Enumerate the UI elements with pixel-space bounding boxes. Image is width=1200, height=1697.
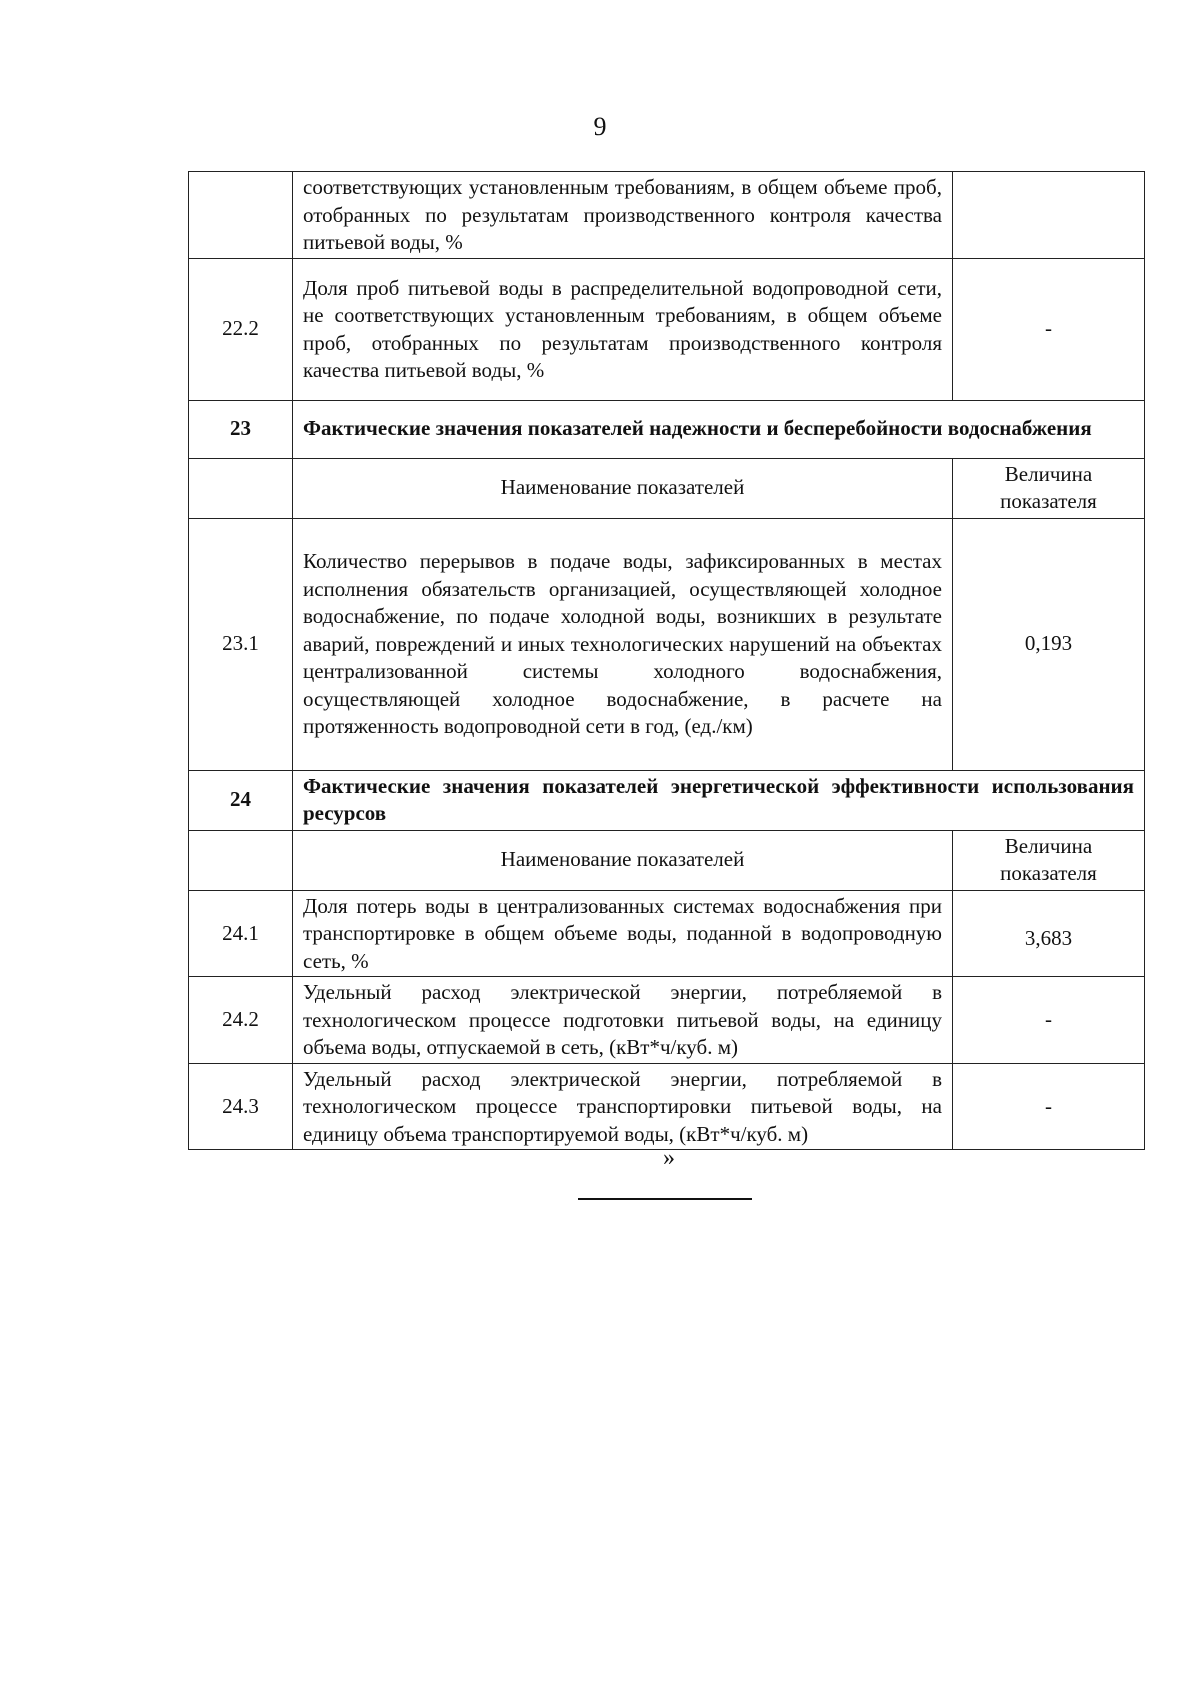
indicator-value: 0,193 (953, 518, 1145, 770)
header-row (189, 830, 1145, 890)
row-number: 23.1 (189, 518, 293, 770)
row-number: 24.2 (189, 977, 293, 1064)
header-name-label: Наименование показателей (293, 458, 953, 518)
indicator-text: Удельный расход электрической энергии, потребляемой в технологическом процессе подготовки питьевой воды, на единицу объема воды, отпускаемой в сеть, (кВт*ч/куб. м) (293, 977, 953, 1064)
row-number: 24.1 (189, 890, 293, 977)
header-empty-cell (189, 458, 293, 518)
section-title: Фактические значения показателей энергетической эффективности использования ресурсов (293, 770, 1145, 830)
row-number: 24.3 (189, 1063, 293, 1150)
indicator-value: 3,683 (953, 890, 1145, 977)
indicator-text: Удельный расход электрической энергии, потребляемой в технологическом процессе транспортировки питьевой воды, на единицу объема транспортируемой воды, (кВт*ч/куб. м) (293, 1063, 953, 1150)
header-name-label: Наименование показателей (293, 830, 953, 890)
indicator-text: Доля потерь воды в централизованных системах водоснабжения при транспортировке в общем объеме воды, поданной в водопроводную сеть, % (293, 890, 953, 977)
section-number: 23 (189, 400, 293, 458)
table-row (189, 1063, 1145, 1150)
header-value-label: Величина показателя (953, 830, 1145, 890)
header-empty-cell (189, 830, 293, 890)
indicator-text: соответствующих установленным требованиям, в общем объеме проб, отобранных по результатам производственного контроля качества питьевой воды, % (293, 172, 953, 259)
header-value-label: Величина показателя (953, 458, 1145, 518)
table-row (189, 977, 1145, 1064)
table-row (189, 518, 1145, 770)
row-number: 22.2 (189, 258, 293, 400)
page-number: 9 (593, 112, 607, 141)
section-row (189, 770, 1145, 830)
indicator-text: Доля проб питьевой воды в распределительной водопроводной сети, не соответствующих установленным требованиям, в общем объеме проб, отобранных по результатам производственного контроля качества питьевой воды, % (293, 258, 953, 400)
indicator-value: - (953, 977, 1145, 1064)
table-row (189, 890, 1145, 977)
section-row (189, 400, 1145, 458)
indicator-value (953, 172, 1145, 259)
indicator-value: - (953, 258, 1145, 400)
row-number-cell (189, 172, 293, 259)
closing-quote: » (663, 1145, 675, 1171)
indicator-text: Количество перерывов в подаче воды, зафиксированных в местах исполнения обязательств организацией, осуществляющей холодное водоснабжение, по подаче холодной воды, возникших в результате аварий, повреждений и иных технологических нарушений на объектах централизованной системы холодного водоснабжения, осуществляющей холодное водоснабжение, в расчете на протяженность водопроводной сети в год, (ед./км) (293, 518, 953, 770)
indicator-value: - (953, 1063, 1145, 1150)
table-row (189, 258, 1145, 400)
table-row (189, 172, 1145, 259)
section-title: Фактические значения показателей надежности и бесперебойности водоснабжения (293, 400, 1145, 458)
closing-rule (578, 1198, 752, 1200)
header-row (189, 458, 1145, 518)
indicators-table (188, 171, 1145, 1150)
section-number: 24 (189, 770, 293, 830)
